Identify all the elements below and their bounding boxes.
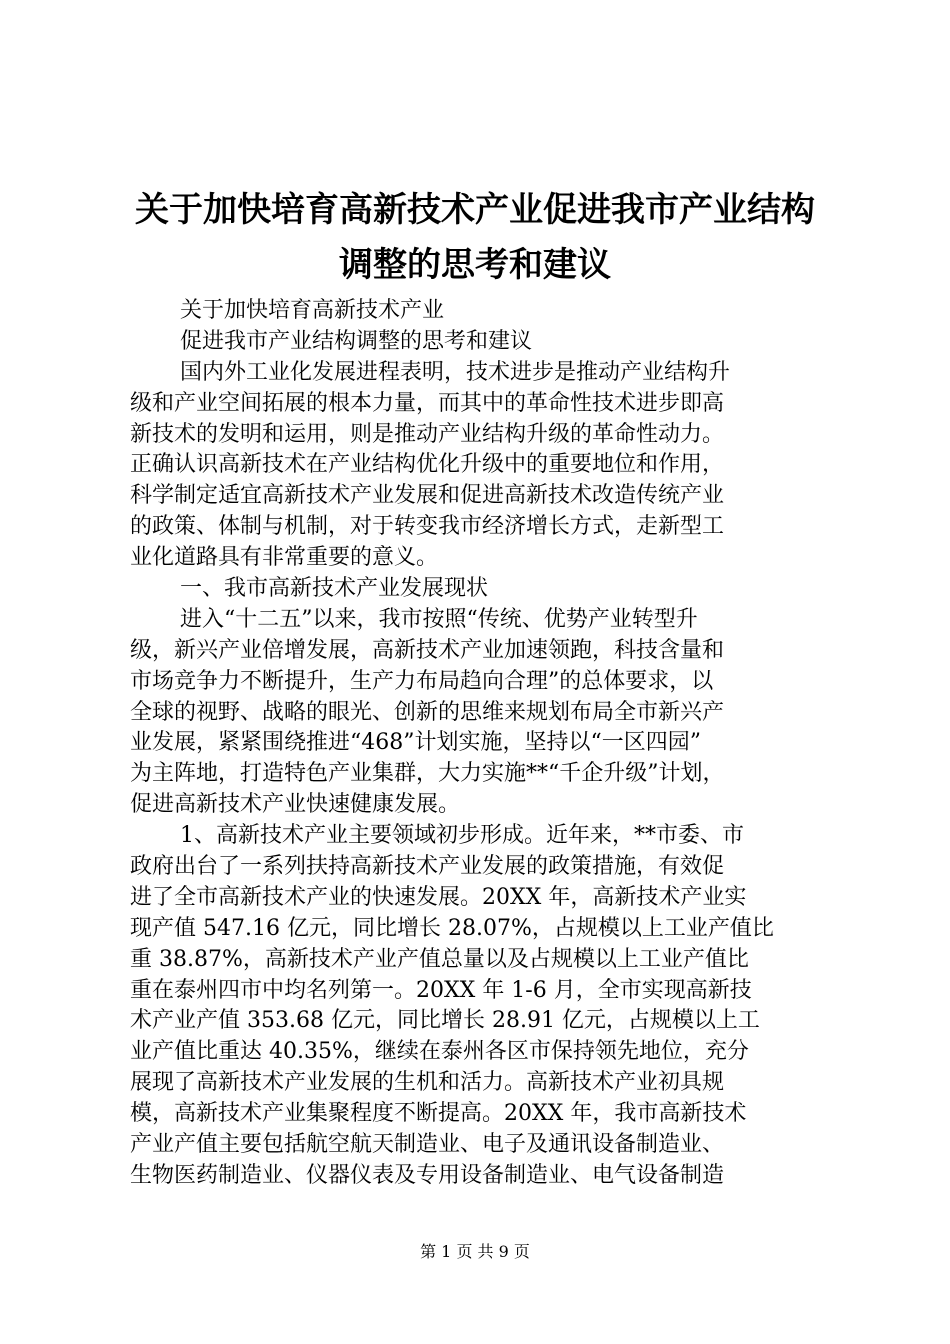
paragraph-line: 级和产业空间拓展的根本力量，而其中的革命性技术进步即高 xyxy=(130,390,725,416)
paragraph-line: 为主阵地，打造特色产业集群，大力实施**“千企升级”计划， xyxy=(130,761,725,787)
paragraph-line: 现产值 547.16 亿元，同比增长 28.07%，占规模以上工业产值比 xyxy=(130,915,774,941)
paragraph-line: 级，新兴产业倍增发展，高新技术产业加速领跑，科技含量和 xyxy=(130,637,725,663)
paragraph-line: 产业产值主要包括航空航天制造业、电子及通讯设备制造业、 xyxy=(130,1132,725,1158)
paragraph-line: 展现了高新技术产业发展的生机和活力。高新技术产业初具规 xyxy=(130,1070,725,1096)
paragraph-line: 模，高新技术产业集聚程度不断提高。20XX 年，我市高新技术 xyxy=(130,1101,747,1127)
paragraph-line: 正确认识高新技术在产业结构优化升级中的重要地位和作用， xyxy=(130,452,725,478)
page-number-footer: 第 1 页 共 9 页 xyxy=(420,1242,530,1261)
paragraph-line: 的政策、体制与机制，对于转变我市经济增长方式，走新型工 xyxy=(130,514,725,540)
document-title-line-2: 调整的思考和建议 xyxy=(339,245,611,285)
paragraph-line: 生物医药制造业、仪器仪表及专用设备制造业、电气设备制造 xyxy=(130,1162,725,1188)
section-heading: 一、我市高新技术产业发展现状 xyxy=(180,576,489,602)
paragraph-line: 全球的视野、战略的眼光、创新的思维来规划布局全市新兴产 xyxy=(130,699,725,725)
document-title-line-1: 关于加快培育高新技术产业促进我市产业结构 xyxy=(135,190,815,230)
paragraph-line: 业化道路具有非常重要的意义。 xyxy=(130,545,439,571)
paragraph-line: 科学制定适宜高新技术产业发展和促进高新技术改造传统产业 xyxy=(130,483,725,509)
paragraph-line: 业产值比重达 40.35%，继续在泰州各区市保持领先地位，充分 xyxy=(130,1039,749,1065)
paragraph-line: 业发展，紧紧围绕推进“468”计划实施，坚持以“一区四园” xyxy=(130,730,701,756)
document-body xyxy=(130,296,830,1192)
paragraph-line: 重 38.87%，高新技术产业产值总量以及占规模以上工业产值比 xyxy=(130,946,749,972)
paragraph-line: 政府出台了一系列扶持高新技术产业发展的政策措施，有效促 xyxy=(130,854,725,880)
paragraph-line: 进入“十二五”以来，我市按照“传统、优势产业转型升 xyxy=(180,606,698,632)
paragraph-line: 1、高新技术产业主要领域初步形成。近年来，**市委、市 xyxy=(180,823,744,849)
paragraph-line: 重在泰州四市中均名列第一。20XX 年 1-6 月，全市实现高新技 xyxy=(130,977,752,1003)
subtitle-line: 促进我市产业结构调整的思考和建议 xyxy=(180,328,533,354)
paragraph-line: 新技术的发明和运用，则是推动产业结构升级的革命性动力。 xyxy=(130,421,725,447)
paragraph-line: 国内外工业化发展进程表明，技术进步是推动产业结构升 xyxy=(180,359,731,385)
paragraph-line: 术产业产值 353.68 亿元，同比增长 28.91 亿元，占规模以上工 xyxy=(130,1008,760,1034)
paragraph-line: 促进高新技术产业快速健康发展。 xyxy=(130,792,461,818)
paragraph-line: 市场竞争力不断提升，生产力布局趋向合理”的总体要求，以 xyxy=(130,668,714,694)
subtitle-line: 关于加快培育高新技术产业 xyxy=(180,298,445,323)
paragraph-line: 进了全市高新技术产业的快速发展。20XX 年，高新技术产业实 xyxy=(130,884,747,910)
